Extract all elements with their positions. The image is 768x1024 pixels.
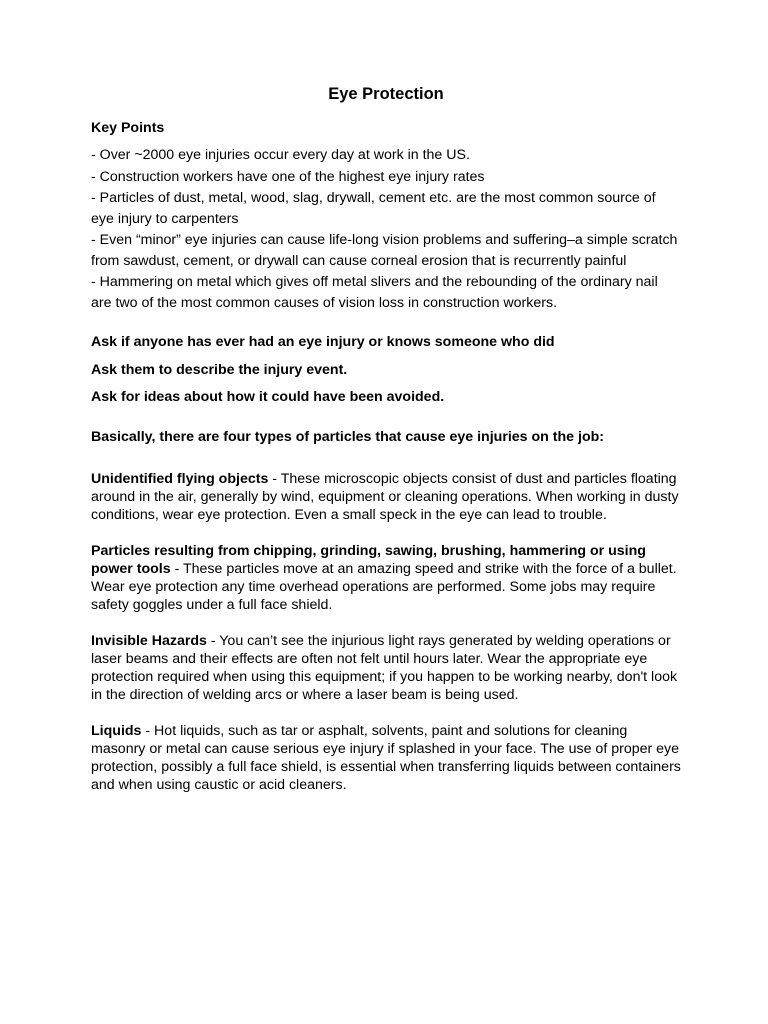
particle-type-name: Invisible Hazards: [91, 633, 207, 649]
key-point-item: - Construction workers have one of the highest eye injury rates: [91, 168, 485, 185]
particle-type-paragraph: [91, 542, 681, 614]
particle-types-intro: Basically, there are four types of particles that cause eye injuries on the job:: [91, 429, 605, 445]
discussion-prompt: Ask for ideas about how it could have been avoided.: [91, 389, 445, 405]
key-point-item: - Hammering on metal which gives off metal slivers and the rebounding of the ordinary nail are two of the most common causes of vision loss in construction workers.: [91, 274, 658, 311]
particle-type-paragraph: [91, 722, 681, 794]
key-points-list: [91, 145, 681, 313]
document-title: Eye Protection: [328, 85, 444, 103]
key-points-heading: Key Points: [91, 120, 165, 136]
particle-type-description: - You can’t see the injurious light rays generated by welding operations or laser beams and their effects are often not felt until hours later. Wear the appropriate eye protection required when using this equipment; if you happen to be working nearby, don't look in the direction of welding arcs or where a laser beam is being used.: [91, 633, 678, 703]
particle-type-paragraph: [91, 632, 681, 704]
discussion-prompts: [91, 333, 681, 406]
document-page: [91, 83, 681, 812]
particle-type-name: Particles resulting from chipping, grinding, sawing, brushing, hammering or using power tools: [91, 543, 646, 577]
key-point-item: - Particles of dust, metal, wood, slag, drywall, cement etc. are the most common source of eye injury to carpenters: [91, 190, 656, 227]
particle-type-name: Liquids: [91, 723, 142, 739]
particle-type-description: - These particles move at an amazing speed and strike with the force of a bullet. Wear eye protection any time overhead operations are performed. Some jobs may require safety goggles under a full face shield.: [91, 561, 677, 613]
particle-type-description: - These microscopic objects consist of dust and particles floating around in the air, generally by wind, equipment or cleaning operations. When working in dusty conditions, wear eye protection. Even a small speck in the eye can lead to trouble.: [91, 471, 679, 523]
particle-type-description: - Hot liquids, such as tar or asphalt, solvents, paint and solutions for cleaning masonry or metal can cause serious eye injury if splashed in your face. The use of proper eye protection, possibly a full face shield, is essential when transferring liquids between containers and when using caustic or acid cleaners.: [91, 723, 681, 793]
discussion-prompt: Ask them to describe the injury event.: [91, 361, 348, 378]
particle-type-name: Unidentified flying objects: [91, 471, 269, 487]
key-point-item: - Over ~2000 eye injuries occur every day at work in the US.: [91, 147, 470, 163]
key-point-item: - Even “minor” eye injuries can cause life-long vision problems and suffering–a simple scratch from sawdust, cement, or drywall can cause corneal erosion that is recurrently painful: [91, 232, 678, 269]
particle-type-paragraph: [91, 470, 681, 524]
discussion-prompt: Ask if anyone has ever had an eye injury or knows someone who did: [91, 334, 555, 350]
